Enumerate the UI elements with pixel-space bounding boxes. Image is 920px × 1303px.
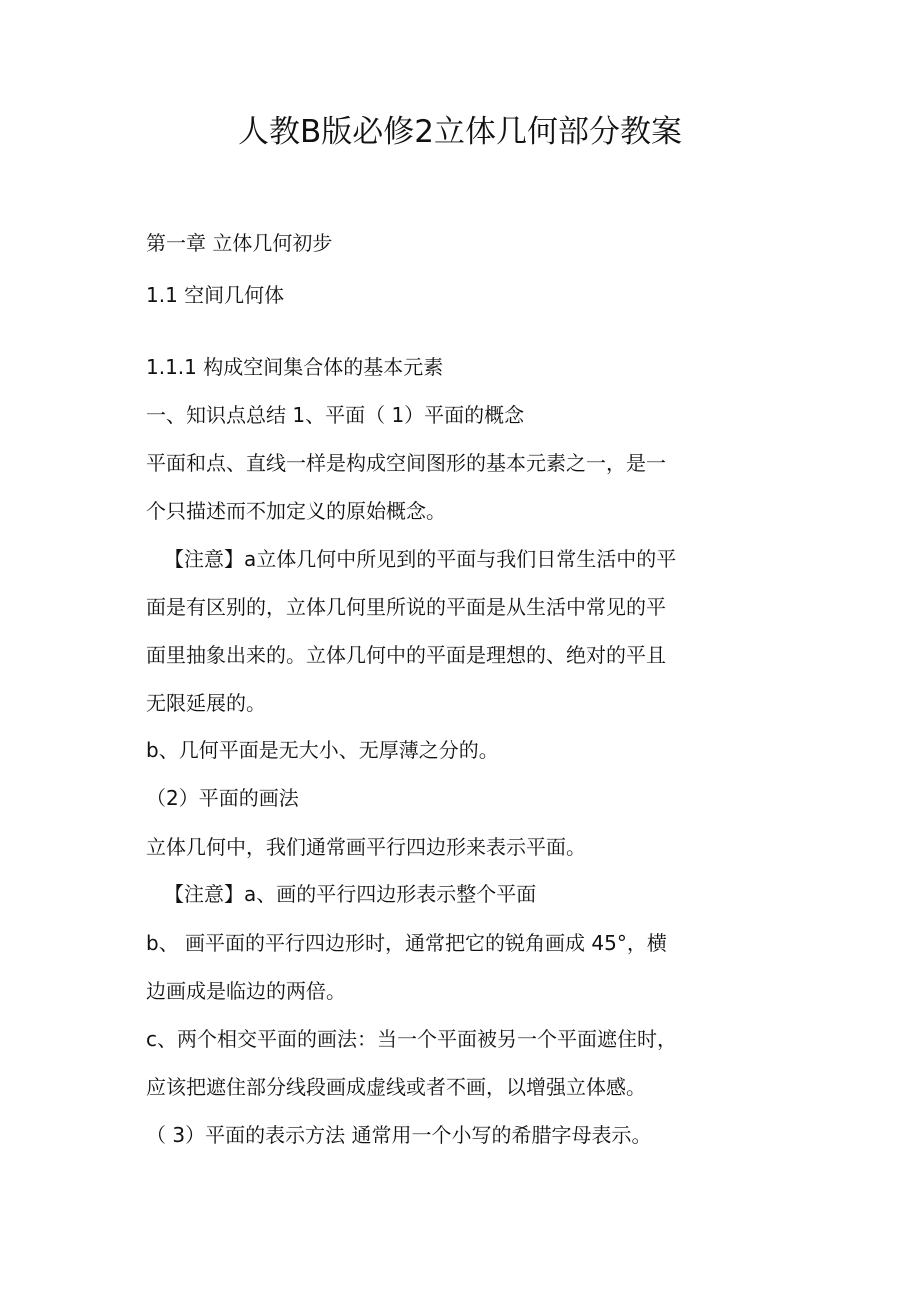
- body-text-line: 无限延展的。: [146, 691, 266, 715]
- body-text-line: 面是有区别的，立体几何里所说的平面是从生活中常见的平: [146, 595, 666, 619]
- body-text-line: b、 画平面的平行四边形时，通常把它的锐角画成 45°，横: [146, 931, 667, 955]
- body-text-line: 应该把遮住部分线段画成虚线或者不画，以增强立体感。: [146, 1075, 646, 1099]
- body-text-line: 面里抽象出来的。立体几何中的平面是理想的、绝对的平且: [146, 643, 666, 667]
- body-text-line: 边画成是临边的两倍。: [146, 979, 346, 1003]
- section-heading: 1.1 空间几何体: [146, 283, 285, 307]
- subheading-line: （ 3）平面的表示方法 通常用一个小写的希腊字母表示。: [146, 1123, 652, 1147]
- subsection-heading: 1.1.1 构成空间集合体的基本元素: [146, 355, 444, 379]
- body-text-line: c、两个相交平面的画法：当一个平面被另一个平面遮住时，: [146, 1027, 677, 1051]
- body-text-line: b、几何平面是无大小、无厚薄之分的。: [146, 738, 499, 762]
- chapter-heading: 第一章 立体几何初步: [146, 231, 333, 255]
- body-text-line: 个只描述而不加定义的原始概念。: [146, 499, 446, 523]
- note-line: 【注意】a、画的平行四边形表示整个平面: [164, 882, 537, 906]
- body-text-line: 平面和点、直线一样是构成空间图形的基本元素之一，是一: [146, 451, 666, 475]
- document-title: 人教B版必修2立体几何部分教案: [238, 114, 682, 150]
- subheading-line: （2）平面的画法: [146, 786, 299, 810]
- knowledge-summary-line: 一、知识点总结 1、平面（ 1）平面的概念: [146, 403, 525, 427]
- note-line: 【注意】a立体几何中所见到的平面与我们日常生活中的平: [164, 547, 677, 571]
- body-text-line: 立体几何中，我们通常画平行四边形来表示平面。: [146, 835, 586, 859]
